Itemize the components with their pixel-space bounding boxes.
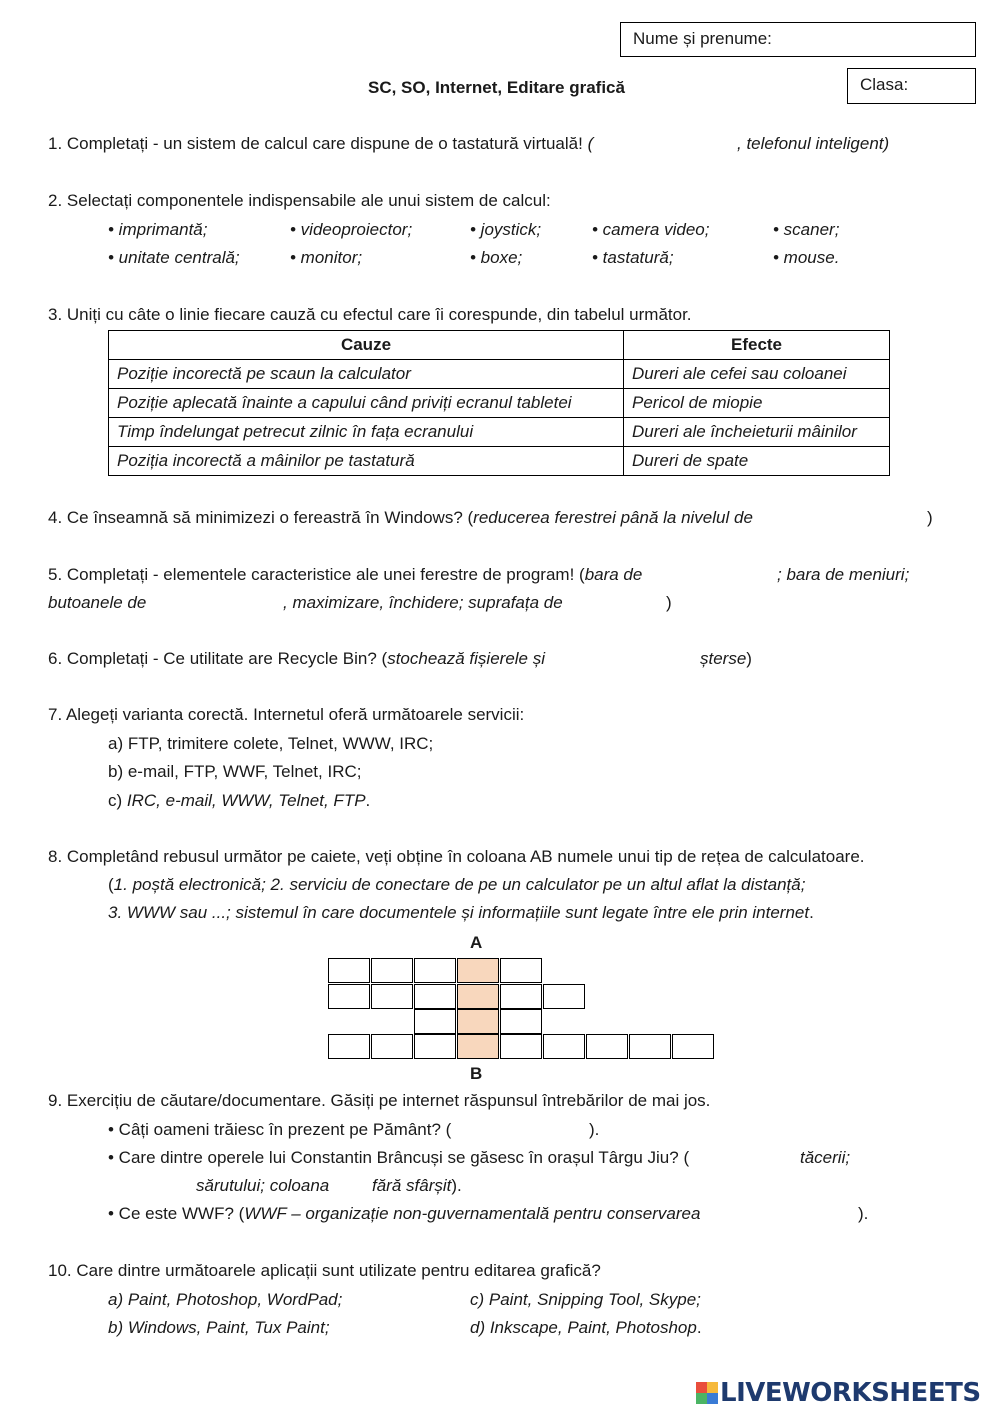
crossword-cell[interactable] bbox=[543, 1034, 585, 1059]
option-item[interactable]: • videoproiector; bbox=[290, 220, 413, 239]
option-item[interactable]: • imprimantă; bbox=[108, 220, 208, 239]
crossword-cell-ab[interactable] bbox=[457, 1009, 499, 1034]
question-8-hint-line2: 3. WWW sau ...; sistemul în care documentele și informațiile sunt legate între ele prin internet. bbox=[108, 903, 814, 922]
crossword-cell[interactable] bbox=[414, 1034, 456, 1059]
question-8-hint-line1: (1. poștă electronică; 2. serviciu de conectare de pe un calculator pe un altul aflat la distanță; bbox=[108, 875, 806, 894]
cause-cell[interactable]: Poziția incorectă a mâinilor pe tastatură bbox=[109, 447, 624, 476]
crossword-cell[interactable] bbox=[328, 984, 370, 1009]
answer-option-a[interactable]: a) FTP, trimitere colete, Telnet, WWW, IRC; bbox=[108, 734, 434, 753]
question-5: 5. Completați - elementele caracteristice ale unei ferestre de program! (bara de bbox=[48, 565, 643, 584]
column-header-causes: Cauze bbox=[109, 331, 624, 360]
effect-cell[interactable]: Dureri de spate bbox=[624, 447, 890, 476]
crossword-cell[interactable] bbox=[414, 984, 456, 1009]
answer-option-b[interactable]: b) e-mail, FTP, WWF, Telnet, IRC; bbox=[108, 762, 362, 781]
crossword-cell[interactable] bbox=[672, 1034, 714, 1059]
crossword-cell[interactable] bbox=[414, 958, 456, 983]
crossword-cell-ab[interactable] bbox=[457, 1034, 499, 1059]
crossword-cell-ab[interactable] bbox=[457, 958, 499, 983]
crossword-cell[interactable] bbox=[328, 1034, 370, 1059]
page-title: SC, SO, Internet, Editare grafică bbox=[368, 78, 625, 97]
crossword-cell[interactable] bbox=[414, 1009, 456, 1034]
option-item[interactable]: • monitor; bbox=[290, 248, 363, 267]
column-header-effects: Efecte bbox=[624, 331, 890, 360]
table-row bbox=[109, 418, 890, 447]
crossword-cell[interactable] bbox=[543, 984, 585, 1009]
question-9: 9. Exercițiu de căutare/documentare. Găsiți pe internet răspunsul întrebărilor de mai jos. bbox=[48, 1091, 711, 1110]
option-item[interactable]: • tastatură; bbox=[592, 248, 674, 267]
crossword-cell[interactable] bbox=[500, 1034, 542, 1059]
table-row bbox=[109, 360, 890, 389]
question-1: 1. Completați - un sistem de calcul care dispune de o tastatură virtuală! ( bbox=[48, 134, 594, 153]
question-9-bullet-2-line2: sărutului; coloana bbox=[196, 1176, 330, 1195]
cause-cell[interactable]: Timp îndelungat petrecut zilnic în fața ecranului bbox=[109, 418, 624, 447]
effect-cell[interactable]: Dureri ale încheieturii mâinilor bbox=[624, 418, 890, 447]
option-item[interactable]: • camera video; bbox=[592, 220, 710, 239]
question-9-bullet-1-close: ). bbox=[589, 1120, 600, 1139]
class-field[interactable] bbox=[847, 68, 976, 104]
option-item[interactable]: • scaner; bbox=[773, 220, 840, 239]
name-label: Nume și prenume: bbox=[633, 29, 772, 48]
logo-text: LIVEWORKSHEETS bbox=[720, 1378, 981, 1408]
question-6-hint: șterse) bbox=[700, 649, 752, 668]
crossword-cell[interactable] bbox=[371, 984, 413, 1009]
effect-cell[interactable]: Pericol de miopie bbox=[624, 389, 890, 418]
question-9-bullet-3-close: ). bbox=[858, 1204, 869, 1223]
question-5-line2-b: , maximizare, închidere; suprafața de bbox=[283, 593, 563, 612]
question-2: 2. Selectați componentele indispensabile ale unui sistem de calcul: bbox=[48, 191, 551, 210]
question-9-bullet-1: • Câți oameni trăiesc în prezent pe Pământ? ( bbox=[108, 1120, 452, 1139]
question-3: 3. Uniți cu câte o linie fiecare cauză cu efectul care îi corespunde, din tabelul următor. bbox=[48, 305, 692, 324]
crossword-label-b: B bbox=[470, 1064, 483, 1083]
crossword-cell[interactable] bbox=[500, 1009, 542, 1034]
table-header-row bbox=[109, 331, 890, 360]
table-row bbox=[109, 447, 890, 476]
question-5-close: ) bbox=[666, 593, 672, 612]
question-1-hint: , telefonul inteligent) bbox=[737, 134, 890, 153]
option-item[interactable]: • joystick; bbox=[470, 220, 542, 239]
crossword-label-a: A bbox=[470, 933, 483, 952]
question-9-bullet-3: • Ce este WWF? (WWF – organizație non-guvernamentală pentru conservarea bbox=[108, 1204, 701, 1223]
answer-option-c[interactable]: c) IRC, e-mail, WWW, Telnet, FTP. bbox=[108, 791, 371, 810]
question-5-hint: ; bara de meniuri; bbox=[777, 565, 910, 584]
option-item[interactable]: • boxe; bbox=[470, 248, 523, 267]
effect-cell[interactable]: Dureri ale cefei sau coloanei bbox=[624, 360, 890, 389]
question-5-line2: butoanele de bbox=[48, 593, 147, 612]
answer-option-b[interactable]: b) Windows, Paint, Tux Paint; bbox=[108, 1318, 330, 1337]
answer-option-a[interactable]: a) Paint, Photoshop, WordPad; bbox=[108, 1290, 343, 1309]
question-10: 10. Care dintre următoarele aplicații sunt utilizate pentru editarea grafică? bbox=[48, 1261, 601, 1280]
cause-effect-table bbox=[108, 330, 890, 476]
crossword-cell[interactable] bbox=[500, 984, 542, 1009]
liveworksheets-logo bbox=[696, 1378, 981, 1408]
question-9-bullet-2-line2-b: fără sfârșit). bbox=[372, 1176, 462, 1195]
answer-option-c[interactable]: c) Paint, Snipping Tool, Skype; bbox=[470, 1290, 701, 1309]
crossword-cell[interactable] bbox=[371, 1034, 413, 1059]
crossword-cell[interactable] bbox=[500, 958, 542, 983]
name-field[interactable] bbox=[620, 22, 976, 57]
option-item[interactable]: • mouse. bbox=[773, 248, 840, 267]
question-7: 7. Alegeți varianta corectă. Internetul oferă următoarele servicii: bbox=[48, 705, 525, 724]
table-row bbox=[109, 389, 890, 418]
option-item[interactable]: • unitate centrală; bbox=[108, 248, 240, 267]
question-9-bullet-2: • Care dintre operele lui Constantin Brâncuși se găsesc în orașul Târgu Jiu? ( bbox=[108, 1148, 690, 1167]
question-4: 4. Ce înseamnă să minimizezi o fereastră în Windows? (reducerea ferestrei până la nivelul de bbox=[48, 508, 753, 527]
class-label: Clasa: bbox=[860, 75, 909, 94]
crossword-cell[interactable] bbox=[328, 958, 370, 983]
question-9-bullet-2-hint: tăcerii; bbox=[800, 1148, 851, 1167]
crossword-cell[interactable] bbox=[586, 1034, 628, 1059]
question-4-close: ) bbox=[927, 508, 933, 527]
cause-cell[interactable]: Poziție aplecată înainte a capului când priviți ecranul tabletei bbox=[109, 389, 624, 418]
question-8: 8. Completând rebusul următor pe caiete, veți obține în coloana AB numele unui tip de rețea de calculatoare. bbox=[48, 847, 865, 866]
logo-mark-icon bbox=[696, 1382, 718, 1404]
crossword-cell-ab[interactable] bbox=[457, 984, 499, 1009]
question-6: 6. Completați - Ce utilitate are Recycle Bin? (stochează fișierele și bbox=[48, 649, 546, 668]
answer-option-d[interactable]: d) Inkscape, Paint, Photoshop. bbox=[470, 1318, 702, 1337]
cause-cell[interactable]: Poziție incorectă pe scaun la calculator bbox=[109, 360, 624, 389]
crossword-cell[interactable] bbox=[629, 1034, 671, 1059]
crossword-cell[interactable] bbox=[371, 958, 413, 983]
